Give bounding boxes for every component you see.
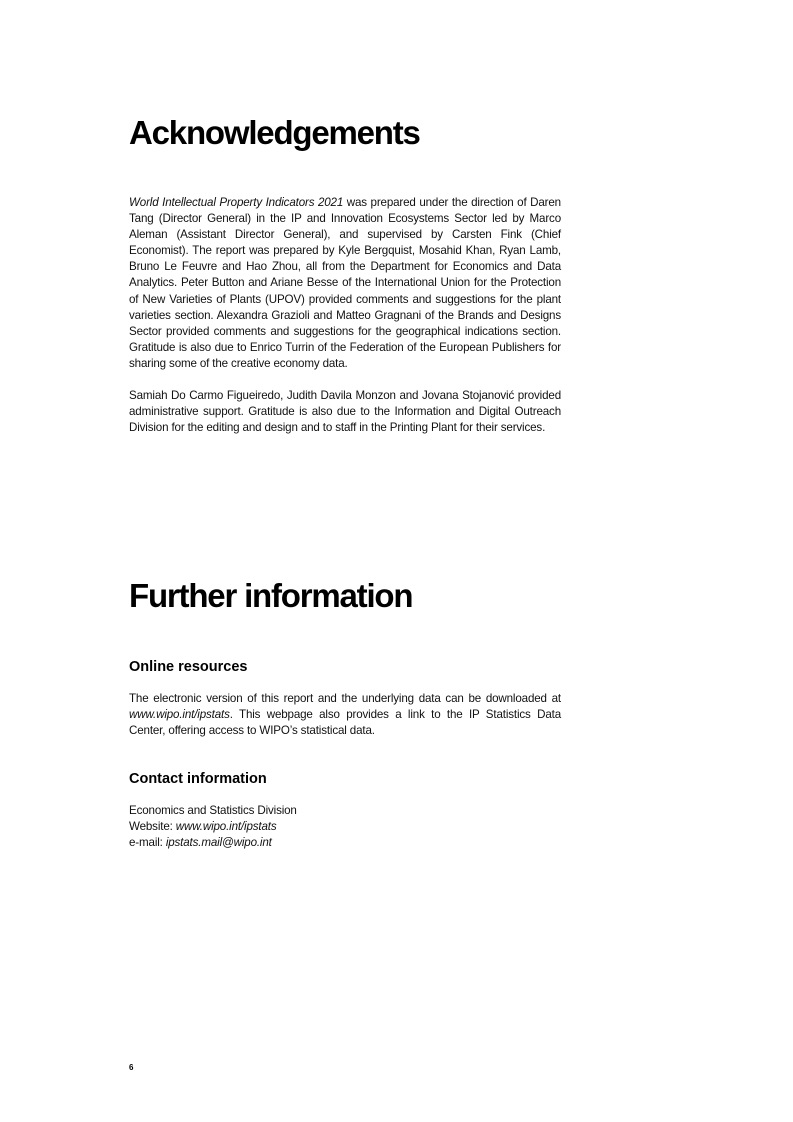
online-resources-heading-wrap [129,657,561,677]
page-number: 6 [129,1063,134,1072]
further-information-title-wrap [129,576,561,616]
contact-email-label: e-mail: [129,836,166,850]
report-title-italic: World Intellectual Property Indicators 2021 [129,196,344,209]
contact-website-line [129,819,561,835]
contact-division: Economics and Statistics Division [129,804,297,817]
contact-email-line [129,835,561,851]
contact-website-link[interactable]: www.wipo.int/ipstats [175,820,277,834]
acknowledgements-section-title-wrap [129,113,561,153]
acknowledgements-title: Acknowledgements [129,114,420,151]
acknowledgements-paragraph-2: Samiah Do Carmo Figueiredo, Judith Davila Monzon and Jovana Stojanović provided administrative support. Gratitude is also due to the Information and Digital Outreach Division for the editing and design and to staff in the Printing Plant for their services. [129,389,561,435]
contact-website-label: Website: [129,820,176,834]
online-resources-text-before: The electronic version of this report and the underlying data can be downloaded at [129,692,561,705]
contact-information-heading-wrap [129,769,561,789]
contact-email-link[interactable]: ipstats.mail@wipo.int [165,836,272,850]
online-resources-paragraph-wrap [129,691,561,739]
acknowledgements-paragraph-1-wrap [129,195,561,372]
online-resources-paragraph [129,691,561,739]
online-resources-heading: Online resources [129,659,248,675]
contact-information-block [129,803,561,851]
acknowledgements-paragraph-2-wrap [129,388,561,436]
further-information-title: Further information [129,577,413,614]
contact-information-heading: Contact information [129,771,267,787]
acknowledgements-paragraph-1 [129,195,561,372]
online-resources-text-after: . This webpage also provides a link to the IP Statistics Data Center, offering access to WIPO’s statistical data. [129,708,561,738]
acknowledgements-paragraph-1-text: was prepared under the direction of Daren Tang (Director General) in the IP and Innovation Ecosystems Sector led by Marco Aleman (Assistant Director General), and supervised by Carsten Fink (Chief Economist). The report was prepared by Kyle Bergquist, Mosahid Khan, Ryan Lamb, Bruno Le Feuvre and Hao Zhou, all from the Department for Economics and Data Analytics. Peter Button and Ariane Besse of the International Union for the Protection of New Varieties of Plants (UPOV) provided comments and suggestions for the plant varieties section. Alexandra Grazioli and Matteo Gragnani of the Brands and Designs Sector provided comments and suggestions for the geographical indications section. Gratitude is also due to Enrico Turrin of the Federation of the European Publishers for sharing some of the creative economy data. [129,196,561,370]
ipstats-link[interactable]: www.wipo.int/ipstats [129,708,230,722]
